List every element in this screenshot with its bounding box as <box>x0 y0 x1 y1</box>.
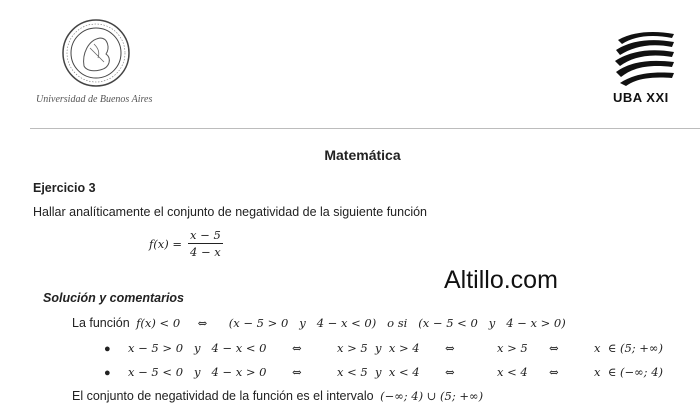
bullet2-iff-3: ⇔ <box>549 365 559 379</box>
bullet2-result: x < 4 <box>497 365 528 379</box>
bullet1-step: x > 5 y x > 4 <box>337 341 420 355</box>
bullet2-iff-2: ⇔ <box>445 365 455 379</box>
university-seal-icon <box>60 18 132 88</box>
bullet1-condition: x − 5 > 0 y 4 − x < 0 <box>128 341 267 355</box>
uba-xxi-logo-text: UBA XXI <box>613 90 669 105</box>
bullet2-step: x < 5 y x < 4 <box>337 365 420 379</box>
fraction-denominator: 4 − x <box>190 245 221 259</box>
conclusion-text: El conjunto de negatividad de la función es el intervalo <box>72 389 374 403</box>
header-divider <box>30 128 700 129</box>
conclusion-interval: (−∞; 4) ∪ (5; +∞) <box>380 389 484 403</box>
page-title: Matemática <box>324 147 401 163</box>
bullet-icon: ● <box>104 343 111 355</box>
bullet2-condition: x − 5 < 0 y 4 − x > 0 <box>128 365 267 379</box>
bullet1-result: x > 5 <box>497 341 528 355</box>
uba-stripes-logo-icon <box>612 30 678 86</box>
exercise-heading: Ejercicio 3 <box>33 181 96 195</box>
list-item <box>104 341 111 355</box>
solution-conclusion <box>72 389 483 403</box>
intro-iff: ⇔ <box>197 316 208 330</box>
bullet1-interval: x ∈ (5; +∞) <box>594 341 663 355</box>
bullet1-iff-3: ⇔ <box>549 341 559 355</box>
list-item <box>104 365 111 379</box>
bullet2-iff-1: ⇔ <box>292 365 302 379</box>
bullet2-interval: x ∈ (−∞; 4) <box>594 365 663 379</box>
watermark-text: Altillo.com <box>444 266 558 294</box>
intro-text: La función <box>72 316 130 330</box>
exercise-statement: Hallar analíticamente el conjunto de negatividad de la siguiente función <box>33 205 428 219</box>
bullet1-iff-1: ⇔ <box>292 341 302 355</box>
bullet1-iff-2: ⇔ <box>445 341 455 355</box>
function-definition <box>149 228 223 259</box>
function-lhs: f(x) = <box>149 236 183 251</box>
fraction-numerator: x − 5 <box>190 228 221 242</box>
intro-condition: (x − 5 > 0 y 4 − x < 0) o si (x − 5 < 0 y 4 − x > 0) <box>228 316 566 330</box>
seal-caption: Universidad de Buenos Aires <box>36 94 153 105</box>
function-fraction <box>188 228 223 259</box>
solution-heading: Solución y comentarios <box>43 291 185 305</box>
bullet-icon: ● <box>104 367 111 379</box>
solution-intro <box>72 316 566 330</box>
intro-math: f(x) < 0 <box>136 316 181 330</box>
